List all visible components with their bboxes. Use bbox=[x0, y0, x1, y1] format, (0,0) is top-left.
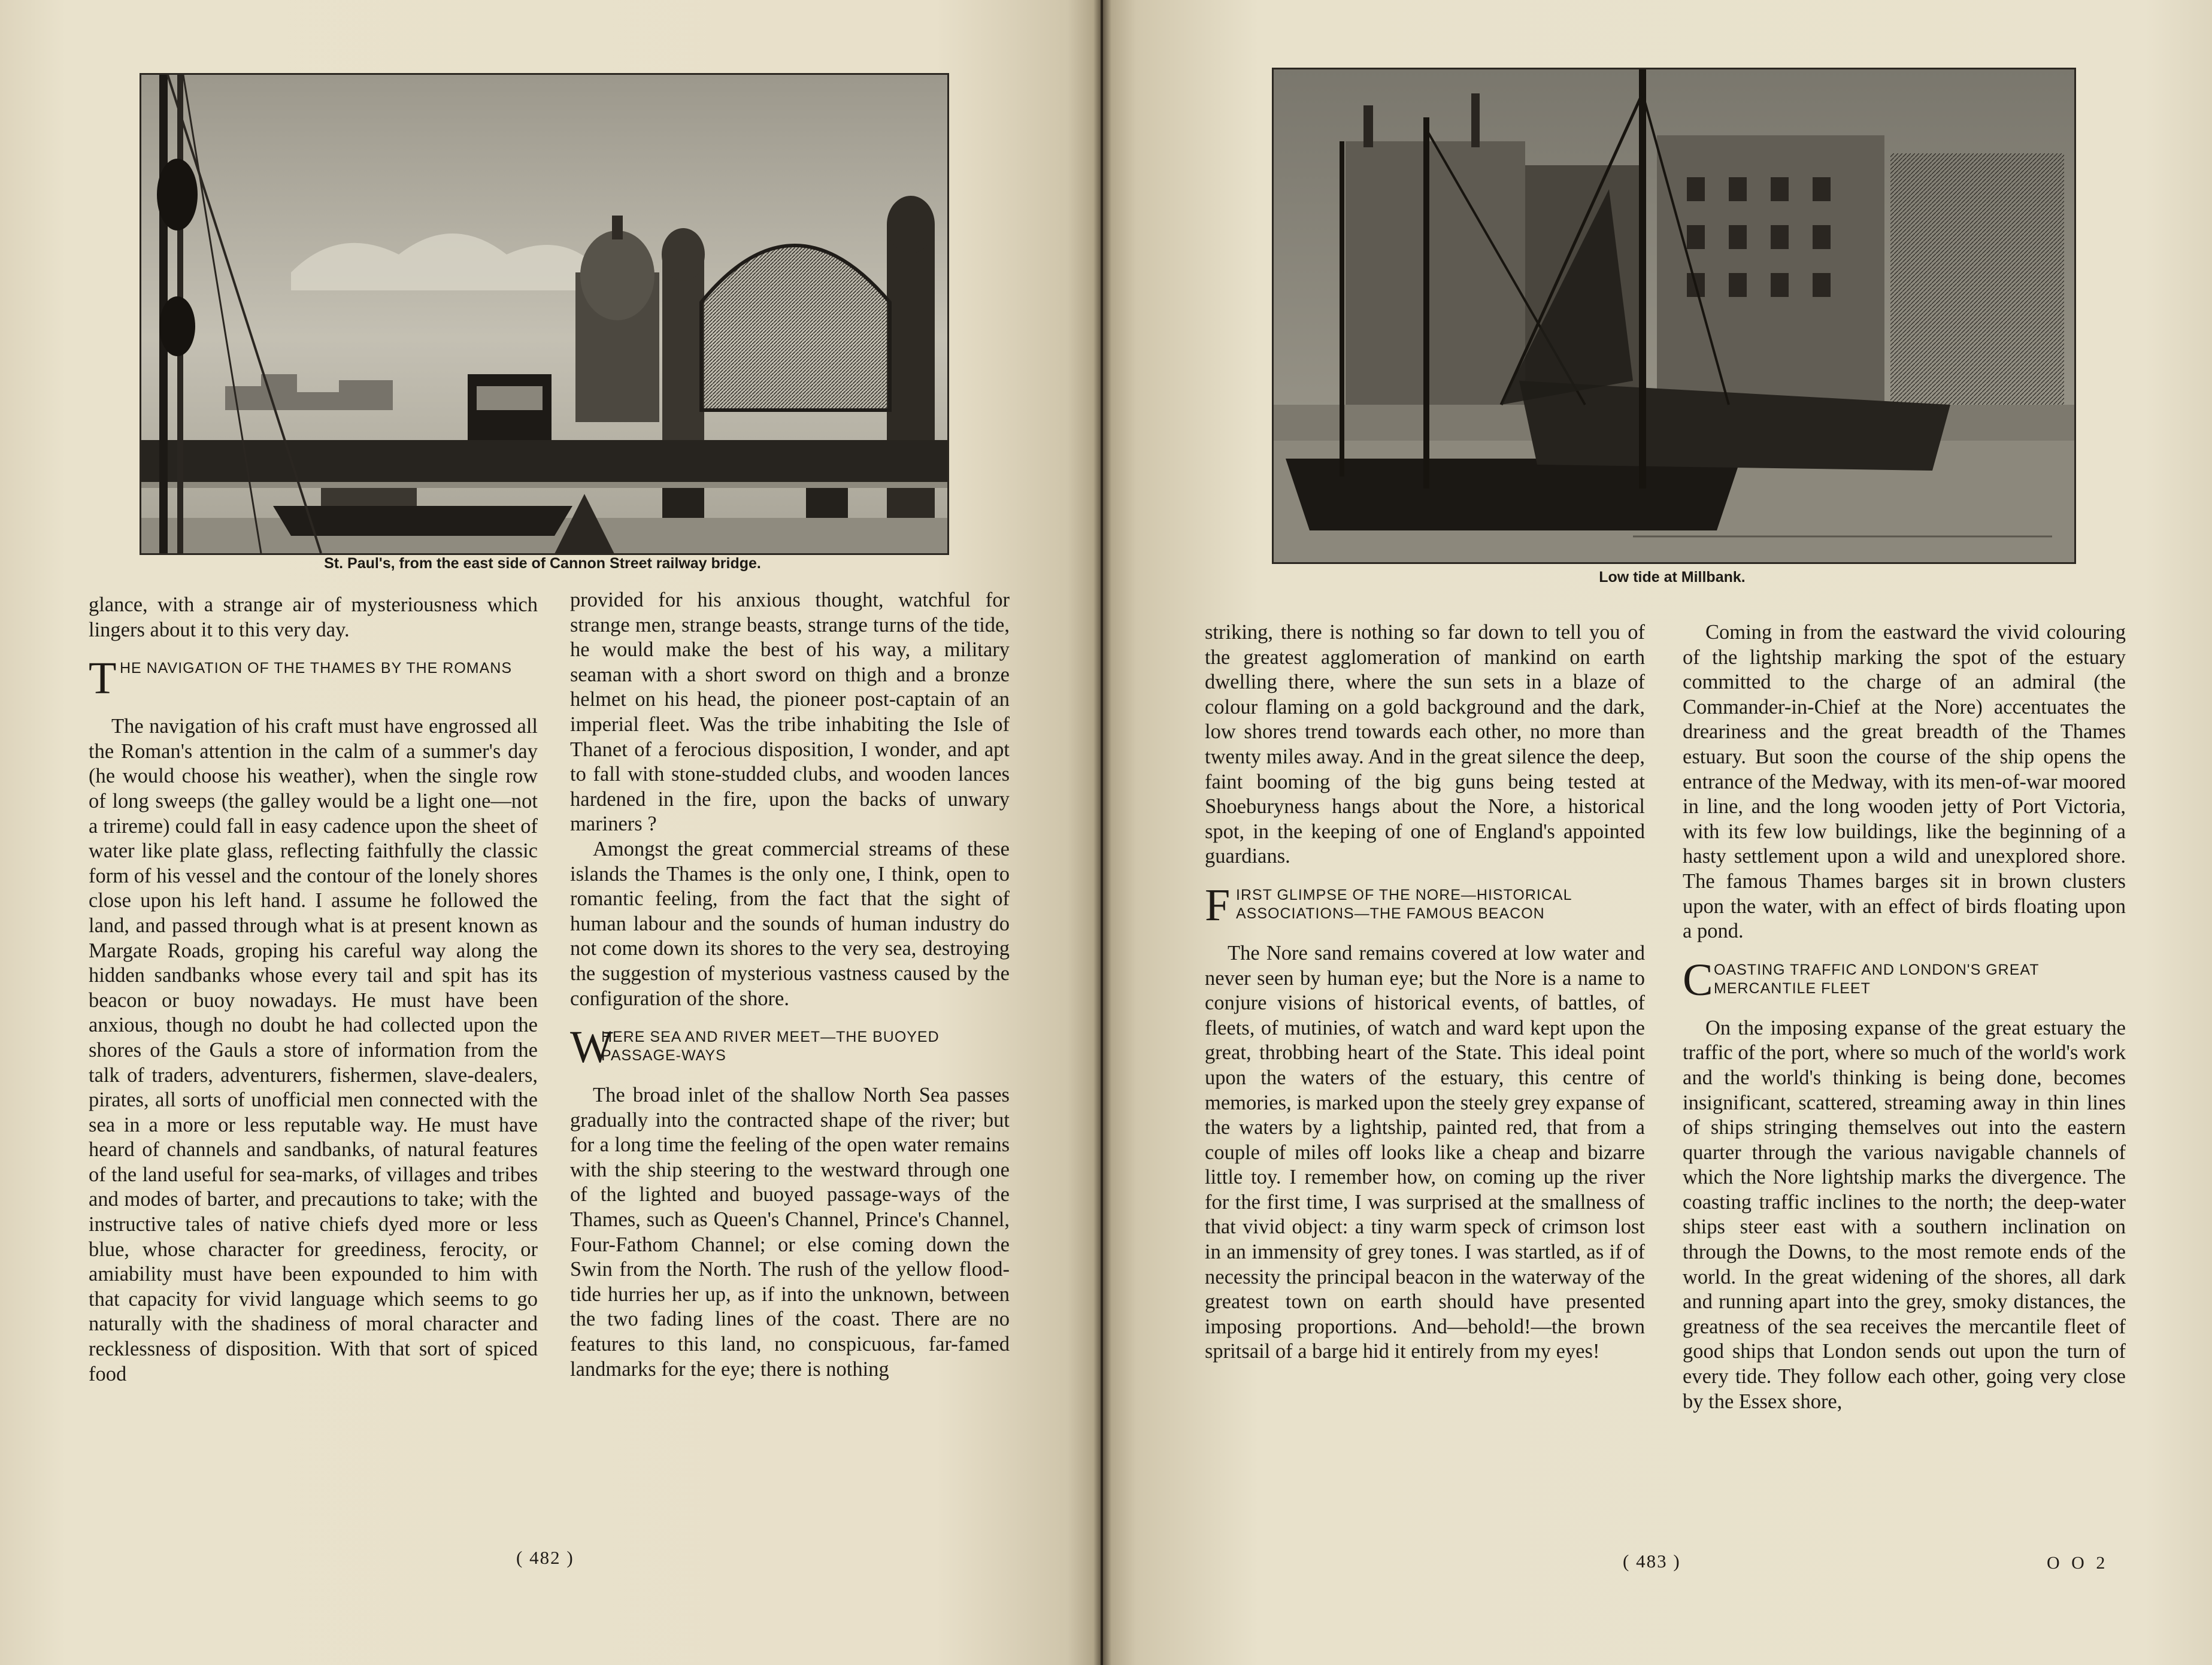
left-page bbox=[0, 0, 1101, 1665]
illustration-st-pauls bbox=[140, 73, 949, 555]
right-page-column-1 bbox=[1205, 620, 1645, 1364]
paragraph-continued: glance, with a strange air of mysteriousness which lingers about it to this very day. bbox=[89, 593, 538, 641]
illustration-caption: Low tide at Millbank. bbox=[1599, 569, 1746, 586]
millbank-low-tide-engraving-icon bbox=[1274, 69, 2074, 562]
page-number: ( 482 ) bbox=[516, 1547, 574, 1568]
right-page-column-2 bbox=[1683, 620, 2126, 1414]
section-heading-coasting-traffic bbox=[1683, 954, 2126, 1005]
right-page bbox=[1103, 0, 2212, 1665]
paragraph: The Nore sand remains covered at low water and never seen by human eye; but the Nore is a name to conjure visions of historical events, of battles, of fleets, of mutinies, of watch and ward kept upon the great, throbbing heart of the State. This ideal point upon the waters of the estuary, this centre of memories, is marked upon the steely grey expanse of the waters by a lightship, painted red, that from a couple of miles off looks like a cheap and bizarre little toy. I remember how, on coming up the river for the first time, I was surprised at the smallness of that vivid object: a tiny warm speck of crimson lost in an immensity of grey tones. I was startled, as if of necessity the principal beacon in the waterway of the greatest town on earth should have presented imposing proportions. And—behold!—the brown spritsail of a barge hid it entirely from my eyes! bbox=[1205, 941, 1645, 1363]
paragraph: The navigation of his craft must have engrossed all the Roman's attention in the calm of a summer's day (he would choose his weather), when the single row of long sweeps (the galley would be a light one—not a trireme) could fall in easy cadence upon the sheet of water like plate glass, reflecting faithfully the classic form of his vessel and the contour of the lonely shores close upon his left hand. I assume he followed the land, and passed through what is at present known as Margate Roads, groping his careful way along the hidden sandbanks whose every tail and spit has its beacon or buoy nowadays. He must have been anxious, though no doubt he had collected upon the shores of the Gauls a store of information from the talk of traders, adventurers, fishermen, slave-dealers, pirates, all sorts of unofficial men connected with the sea in a more or less reputable way. He must have heard of channels and sandbanks, of natural features of the land useful for sea-marks, of villages and tribes and modes of barter, and precautions to take; with the instructive tales of native chiefs dyed more or less blue, whose character for greediness, ferocity, or amiability must have been expounded to him with that capacity for vivid language which seems to go naturally with the shadiness of moral character and recklessness of disposition. With that sort of spiced food bbox=[89, 715, 538, 1385]
printer-signature: O O 2 bbox=[2047, 1553, 2109, 1573]
heading-initial: F bbox=[1205, 879, 1231, 930]
heading-text: HE NAVIGATION OF THE THAMES BY THE ROMANS bbox=[120, 660, 512, 677]
book-gutter bbox=[1093, 0, 1111, 1665]
heading-initial: T bbox=[89, 653, 117, 704]
paragraph: The broad inlet of the shallow North Sea passes gradually into the contracted shape of the river; but for a long time the feeling of the open water remains with the ship steering to the westward through one of the lighted and buoyed passage-ways of the Thames, such as Queen's Channel, Prince's Channel, Four-Fathom Channel; or else coming down the Swin from the North. The rush of the yellow flood-tide hurries her up, as if into the unknown, between the two fading lines of the coast. There are no features to this land, no conspicuous, far-famed landmarks for the eye; there is nothing bbox=[570, 1084, 1010, 1381]
left-page-column-2 bbox=[570, 588, 1010, 1382]
st-pauls-engraving-icon bbox=[141, 75, 947, 553]
heading-initial: W bbox=[570, 1022, 613, 1073]
illustration-millbank bbox=[1272, 68, 2076, 564]
paragraph: Coming in from the eastward the vivid colouring of the lightship marking the spot of the estuary committed to the charge of an admiral (the Commander-in-Chief at the Nore) accentuates the dreariness and the great breadth of the Thames estuary. But soon the course of the ship opens the entrance of the Medway, with its men-of-war moored in line, and the long wooden jetty of Port Victoria, with its few low buildings, like the beginning of a hasty settlement upon a wild and unexplored shore. The famous Thames barges sit in brown clusters upon the water, with an effect of birds floating upon a pond. bbox=[1683, 621, 2126, 943]
heading-initial: C bbox=[1683, 954, 1713, 1005]
paragraph: Amongst the great commercial streams of these islands the Thames is the only one, I think, open to romantic feeling, from the fact that the sight of human labour and the sounds of human industry do not come down its shores to the very sea, destroying the suggestion of mysterious vastness caused by the configuration of the shore. bbox=[570, 837, 1010, 1010]
section-heading-the-nore bbox=[1205, 879, 1645, 930]
page-number: ( 483 ) bbox=[1623, 1551, 1681, 1572]
heading-text: HERE SEA AND RIVER MEET—THE BUOYED PASSAGE-WAYS bbox=[601, 1029, 940, 1064]
paragraph-continued: provided for his anxious thought, watchful for strange men, strange beasts, strange turns of the tide, he would make the best of his way, a military seaman with a short sword on thigh and a bronze helmet on his head, the pioneer post-captain of an imperial fleet. Was the tribe inhabiting the Isle of Thanet of a ferocious disposition, I wonder, and apt to fall with stone-studded clubs, and wooden lances hardened in the fire, upon the backs of unwary mariners ? bbox=[570, 589, 1010, 836]
illustration-caption: St. Paul's, from the east side of Cannon Street railway bridge. bbox=[324, 555, 761, 572]
heading-text: OASTING TRAFFIC AND LONDON'S GREAT MERCANTILE FLEET bbox=[1714, 961, 2040, 997]
heading-text: IRST GLIMPSE OF THE NORE—HISTORICAL ASSOCIATIONS—THE FAMOUS BEACON bbox=[1236, 886, 1572, 922]
left-page-column-1 bbox=[89, 593, 538, 1387]
paragraph-continued: striking, there is nothing so far down to tell you of the greatest agglomeration of mankind on earth dwelling there, where the sun sets in a blaze of colour flaming on a gold background and the dark, low shores trend towards each other, no more than twenty miles away. And in the great silence the deep, faint booming of the big guns being tested at Shoeburyness hangs about the Nore, a historical spot, in the keeping of one of England's appointed guardians. bbox=[1205, 621, 1645, 868]
section-heading-navigation bbox=[89, 653, 538, 704]
section-heading-sea-and-river bbox=[570, 1022, 1010, 1073]
paragraph: On the imposing expanse of the great estuary the traffic of the port, where so much of the world's work and the world's thinking is being done, becomes insignificant, scattered, streaming away in thin lines of ships stringing themselves out into the eastern quarter through the various navigable channels of which the Nore lightship marks the divergence. The coasting traffic inclines to the north; the deep-water ships steer east with a southern inclination on through the Downs, to the most remote ends of the world. In the great widening of the shores, all dark and running apart into the grey, smoky distances, the greatness of the sea receives the mercantile fleet of good ships that London sends out upon the turn of every tide. They follow each other, going very close by the Essex shore, bbox=[1683, 1016, 2126, 1413]
